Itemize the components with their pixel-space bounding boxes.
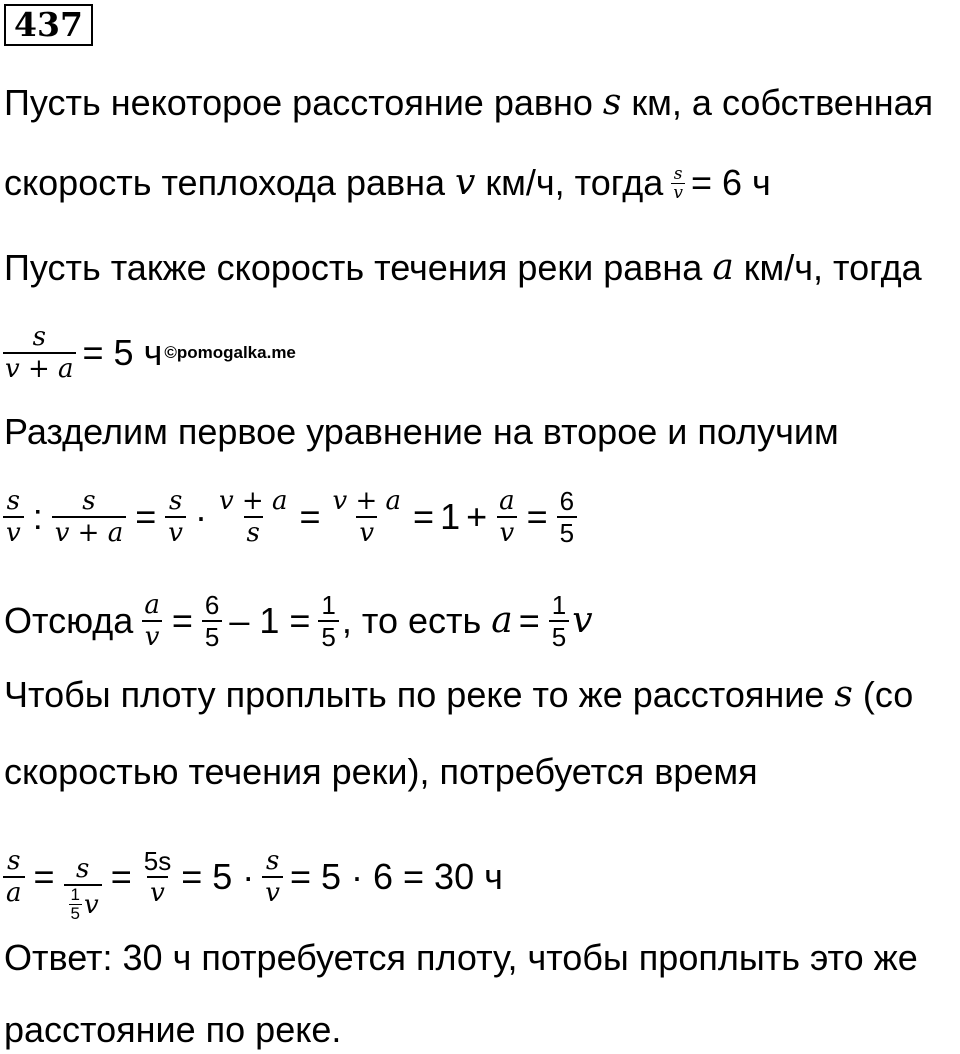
formula-line-4 bbox=[0, 322, 296, 384]
text: Разделим первое уравнение на второе и получим bbox=[4, 411, 839, 452]
formula-line-10 bbox=[0, 830, 503, 923]
fraction-s-over-v bbox=[165, 486, 186, 548]
denominator: v bbox=[3, 516, 24, 548]
denominator: v bbox=[262, 876, 283, 908]
formula-line-6 bbox=[0, 486, 580, 548]
numerator: s bbox=[7, 845, 21, 876]
numerator: 5s bbox=[143, 845, 172, 876]
var-v: v bbox=[455, 162, 476, 203]
equals-sign: = bbox=[299, 496, 321, 537]
fraction-s-over-v bbox=[3, 486, 24, 548]
text-line-5 bbox=[4, 412, 839, 452]
text: км/ч, тогда bbox=[743, 247, 922, 288]
text: Пусть некоторое расстояние равно bbox=[4, 82, 593, 123]
numerator: v + a bbox=[218, 486, 288, 516]
numerator: s bbox=[6, 486, 21, 516]
denominator: v bbox=[356, 516, 377, 548]
text-line-9 bbox=[4, 752, 758, 792]
fraction-a-over-v bbox=[496, 486, 518, 548]
watermark: ©pomogalka.me bbox=[164, 343, 296, 362]
numerator: s bbox=[82, 486, 96, 516]
numerator: 6 bbox=[204, 590, 220, 620]
var-v: v bbox=[572, 600, 593, 641]
denominator: v bbox=[147, 876, 168, 908]
numerator: s bbox=[32, 322, 46, 352]
text: = 5 · bbox=[181, 855, 255, 897]
denominator bbox=[64, 884, 102, 923]
denominator: 5 bbox=[549, 620, 569, 652]
denominator: a bbox=[3, 876, 25, 908]
text-line-8 bbox=[4, 675, 913, 715]
equals-sign: = bbox=[526, 496, 548, 537]
fraction-6-over-5 bbox=[557, 486, 577, 548]
denominator: v + a bbox=[52, 516, 127, 548]
denominator: v bbox=[497, 516, 518, 548]
text-line-11 bbox=[4, 938, 918, 978]
fraction-s-over-v-plus-a bbox=[52, 486, 127, 548]
numerator: 1 bbox=[551, 590, 567, 620]
var-v: v bbox=[84, 889, 99, 920]
text: , то есть bbox=[341, 600, 482, 641]
fraction-6-over-5 bbox=[202, 590, 222, 652]
fraction-1-over-5 bbox=[69, 886, 82, 923]
equals-sign: = bbox=[110, 855, 132, 897]
plus-sign: + bbox=[466, 496, 488, 537]
fraction-s-over-v-plus-a bbox=[3, 322, 76, 384]
denominator: v bbox=[673, 182, 683, 203]
var-s: s bbox=[834, 674, 853, 715]
denominator: v bbox=[165, 516, 186, 548]
fraction-v-plus-a-over-v bbox=[330, 486, 405, 548]
numerator: s bbox=[265, 845, 280, 876]
denominator: s bbox=[244, 516, 263, 548]
text-line-3 bbox=[4, 248, 922, 288]
numerator: 6 bbox=[559, 486, 575, 516]
numerator: s bbox=[168, 486, 183, 516]
text: – 1 = bbox=[229, 600, 311, 641]
numerator: a bbox=[144, 590, 160, 620]
equals-sign: = bbox=[135, 496, 157, 537]
text: Ответ: 30 ч потребуется плоту, чтобы проплыть это же bbox=[4, 937, 918, 978]
numerator: a bbox=[499, 486, 515, 516]
fraction-5s-over-v bbox=[141, 846, 174, 908]
numerator: s bbox=[75, 854, 90, 884]
dot-sign: · bbox=[194, 496, 207, 537]
fraction-a-over-v bbox=[141, 590, 163, 652]
text: = 5 · 6 = 30 ч bbox=[289, 855, 503, 897]
numerator: v + a bbox=[332, 486, 402, 516]
denominator: 5 bbox=[318, 620, 338, 652]
numerator: s bbox=[673, 163, 683, 184]
fraction-1-over-5 bbox=[318, 590, 338, 652]
denominator: 5 bbox=[202, 620, 222, 652]
fraction-s-over-v bbox=[671, 165, 685, 202]
var-a: a bbox=[712, 247, 734, 288]
text: (со bbox=[862, 674, 914, 715]
formula-line-7 bbox=[4, 590, 593, 652]
text: = 5 ч bbox=[82, 332, 163, 373]
denominator: 5 bbox=[557, 516, 577, 548]
denominator: v + a bbox=[5, 354, 74, 384]
var-a: a bbox=[491, 600, 513, 641]
equals-sign: = bbox=[171, 600, 193, 641]
equals-sign: = bbox=[518, 600, 540, 641]
text: скорость теплохода равна bbox=[4, 162, 446, 203]
text: = 6 ч bbox=[690, 162, 771, 203]
numerator: 1 bbox=[321, 590, 336, 620]
number: 1 bbox=[440, 496, 461, 537]
fraction-1-over-5 bbox=[549, 590, 569, 652]
denominator: 5 bbox=[70, 904, 81, 923]
var-s: s bbox=[602, 82, 622, 123]
denominator: v bbox=[142, 620, 163, 652]
fraction-v-plus-a-over-s bbox=[216, 486, 291, 548]
fraction-s-over-fifth-v bbox=[64, 854, 102, 923]
problem-number: 437 bbox=[4, 4, 93, 46]
text: Отсюда bbox=[4, 600, 134, 641]
equals-sign: = bbox=[33, 855, 55, 897]
fraction-s-over-v bbox=[262, 846, 283, 908]
text: км, а собственная bbox=[631, 82, 934, 123]
text: расстояние по реке. bbox=[4, 1009, 342, 1050]
text-line-1 bbox=[4, 83, 933, 123]
numerator: 1 bbox=[70, 885, 81, 904]
text: км/ч, тогда bbox=[485, 162, 664, 203]
text-line-12 bbox=[4, 1010, 341, 1050]
fraction-s-over-a bbox=[3, 846, 25, 908]
text: Пусть также скорость течения реки равна bbox=[4, 247, 703, 288]
equals-sign: = bbox=[413, 496, 435, 537]
text: скоростью течения реки), потребуется время bbox=[4, 751, 758, 792]
text-line-2 bbox=[4, 163, 771, 203]
text: Чтобы плоту проплыть по реке то же расстояние bbox=[4, 674, 825, 715]
colon-sign: : bbox=[32, 496, 43, 537]
